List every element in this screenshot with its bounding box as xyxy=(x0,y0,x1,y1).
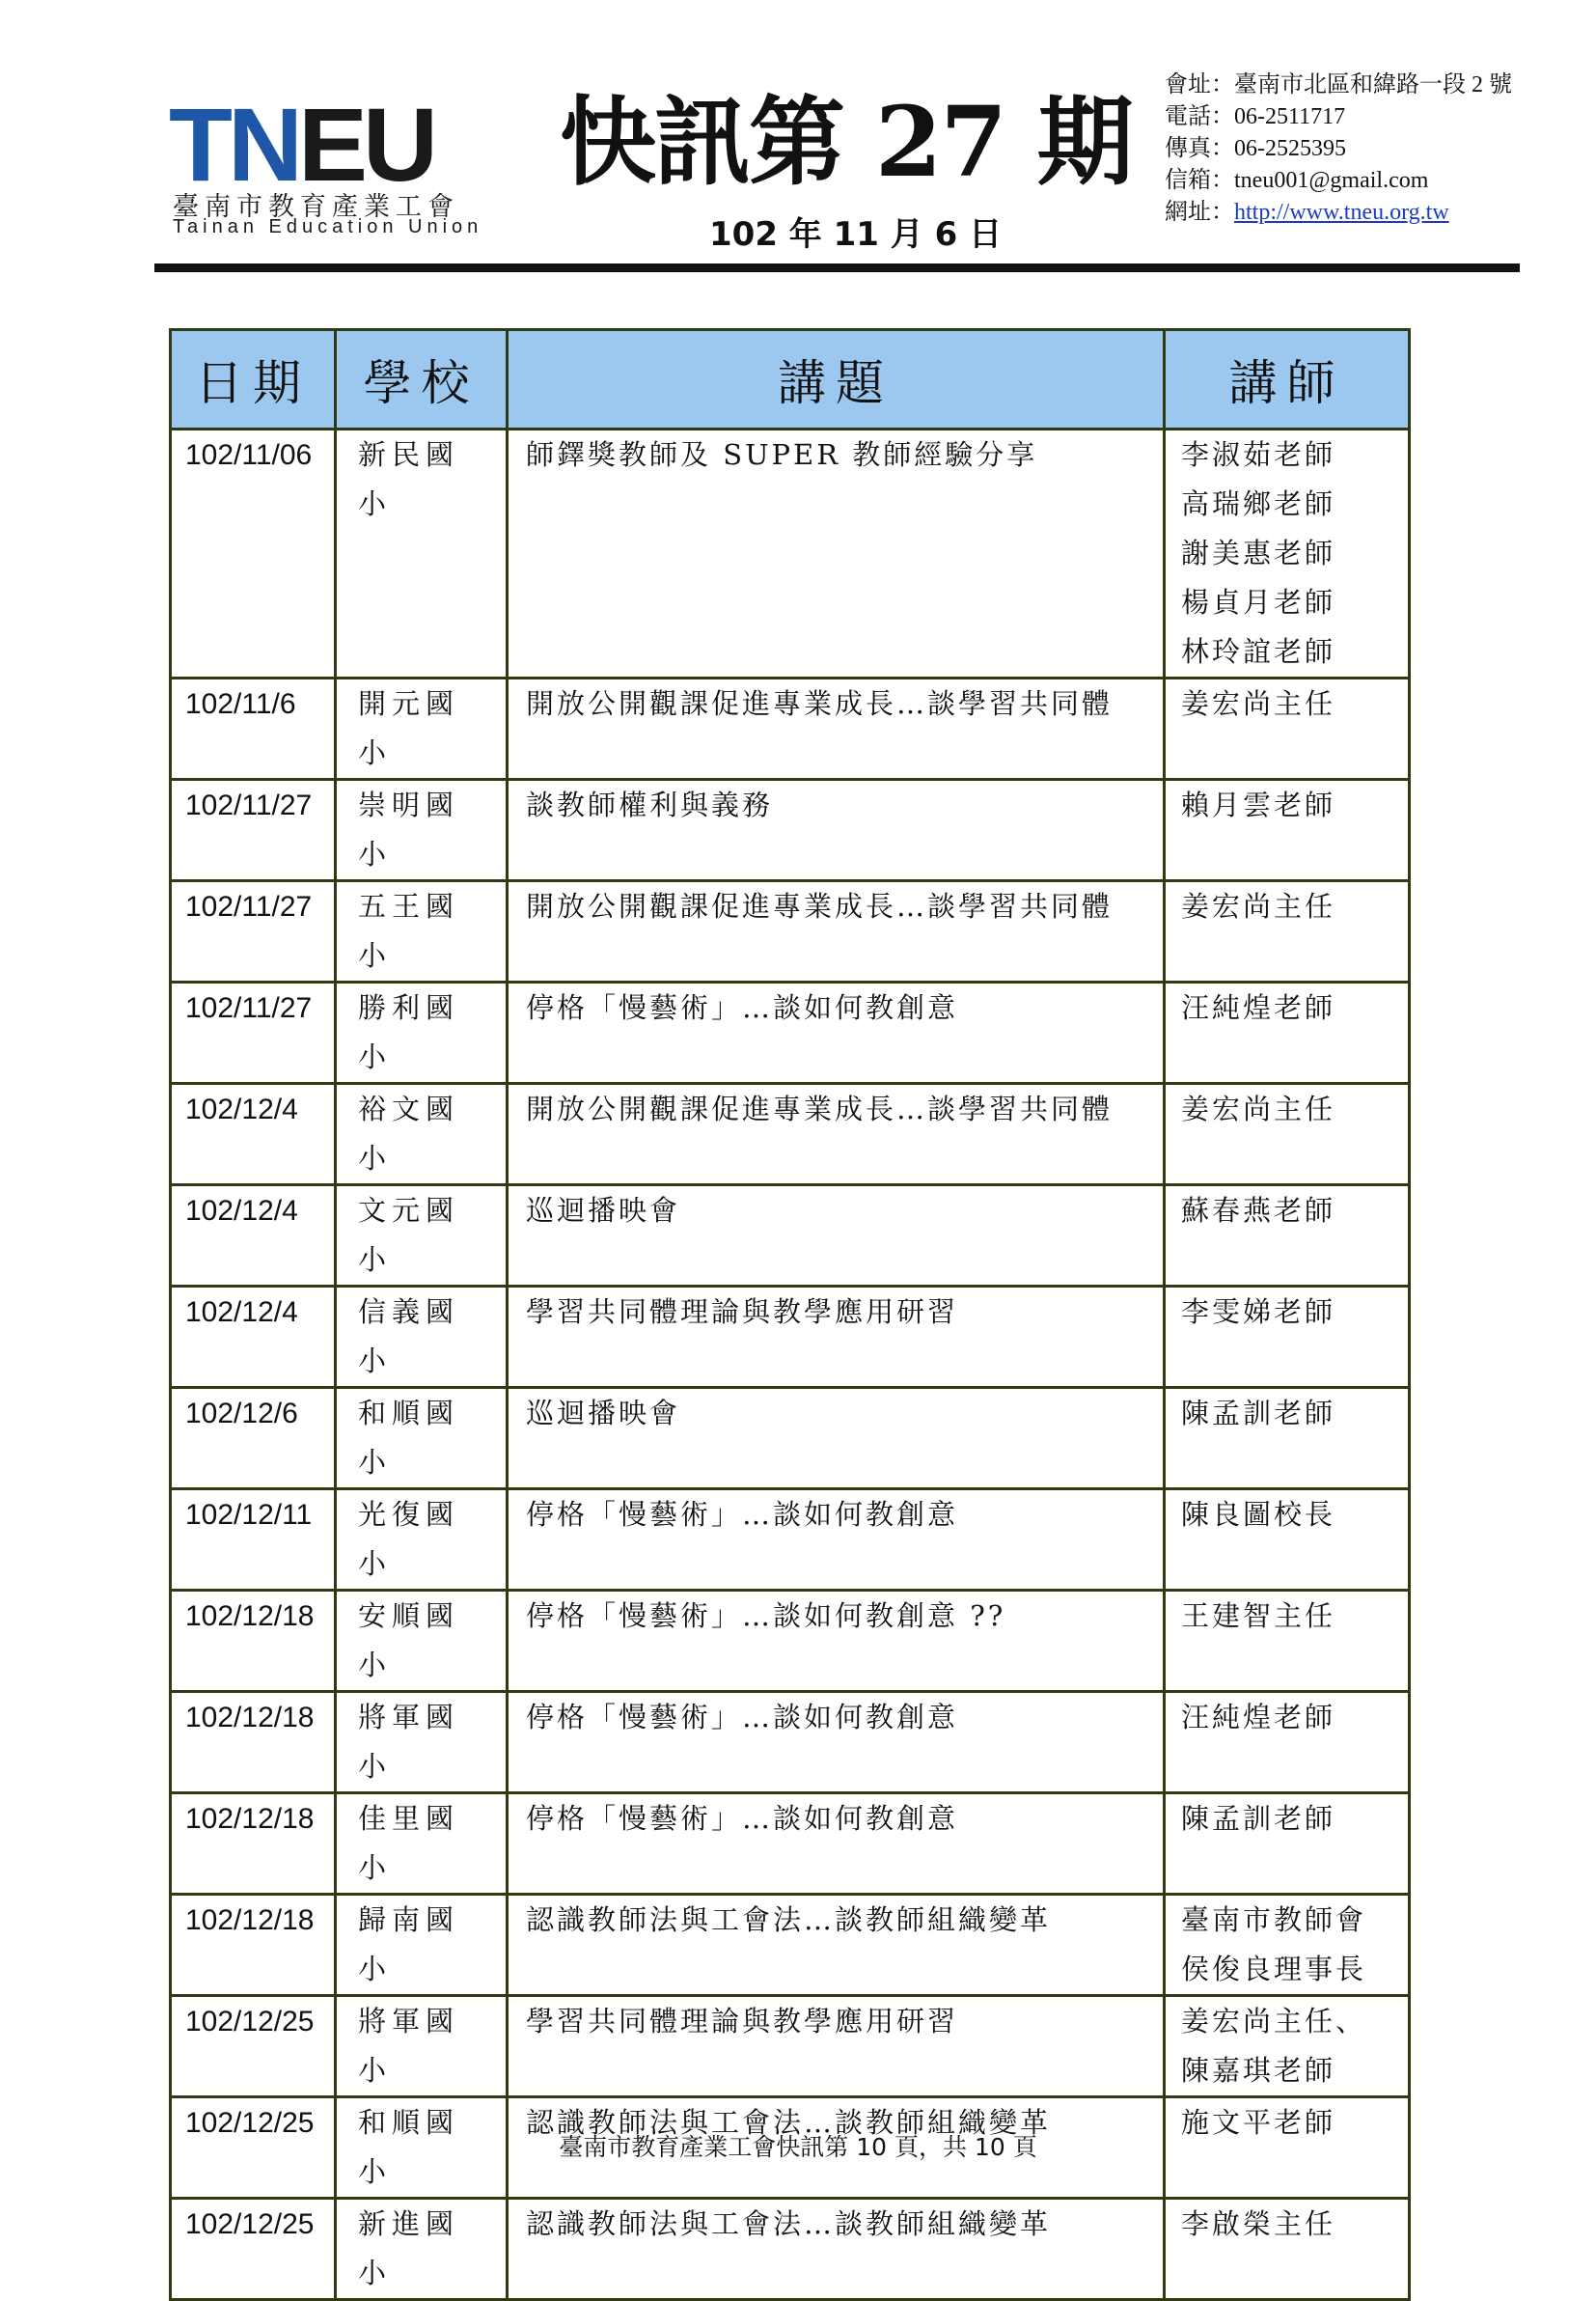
school-cell: 和順國小 xyxy=(336,2097,508,2199)
table-row xyxy=(171,679,1410,780)
union-logo xyxy=(169,86,536,237)
speaker-cell: 李淑茹老師 高瑞鄉老師 謝美惠老師 楊貞月老師 林玲誼老師 xyxy=(1165,430,1410,679)
school-cell: 開元國小 xyxy=(336,679,508,780)
speaker-cell: 汪純煌老師 xyxy=(1165,1692,1410,1793)
topic-cell: 停格「慢藝術」…談如何教創意 ?? xyxy=(508,1591,1165,1692)
contact-info xyxy=(1165,69,1531,229)
table-row xyxy=(171,1185,1410,1287)
school-cell: 新進國小 xyxy=(336,2199,508,2300)
contact-fax: 傳真：06-2525395 xyxy=(1165,136,1346,161)
speaker-cell: 蘇春燕老師 xyxy=(1165,1185,1410,1287)
school-cell: 文元國小 xyxy=(336,1185,508,1287)
topic-cell: 認識教師法與工會法…談教師組織變革 xyxy=(508,1895,1165,1996)
school-cell: 將軍國小 xyxy=(336,1996,508,2097)
table-row xyxy=(171,1692,1410,1793)
date-cell: 102/12/25 xyxy=(171,2199,336,2300)
table-row xyxy=(171,780,1410,881)
school-cell: 將軍國小 xyxy=(336,1692,508,1793)
date-cell: 102/12/18 xyxy=(171,1591,336,1692)
topic-cell: 談教師權利與義務 xyxy=(508,780,1165,881)
topic-cell: 停格「慢藝術」…談如何教創意 xyxy=(508,983,1165,1084)
date-cell: 102/12/6 xyxy=(171,1388,336,1489)
issue-date: 102 年 11 月 6 日 xyxy=(709,215,1003,254)
school-cell: 歸南國小 xyxy=(336,1895,508,1996)
table-row xyxy=(171,1591,1410,1692)
school-cell: 五王國小 xyxy=(336,881,508,983)
speaker-cell: 李雯娣老師 xyxy=(1165,1287,1410,1388)
date-cell: 102/11/27 xyxy=(171,780,336,881)
table-row xyxy=(171,1895,1410,1996)
date-cell: 102/12/18 xyxy=(171,1895,336,1996)
speaker-cell: 李啟榮主任 xyxy=(1165,2199,1410,2300)
speaker-cell: 姜宏尚主任、陳嘉琪老師 xyxy=(1165,1996,1410,2097)
website-link[interactable]: http://www.tneu.org.tw xyxy=(1234,200,1449,225)
school-cell: 安順國小 xyxy=(336,1591,508,1692)
school-cell: 光復國小 xyxy=(336,1489,508,1591)
table-row xyxy=(171,1084,1410,1185)
table-row xyxy=(171,2199,1410,2300)
speaker-cell: 姜宏尚主任 xyxy=(1165,881,1410,983)
page-footer: 臺南市教育產業工會快訊第 10 頁，共 10 頁 xyxy=(559,2133,1037,2161)
table-header-row xyxy=(171,330,1410,430)
date-cell: 102/12/11 xyxy=(171,1489,336,1591)
date-cell: 102/12/25 xyxy=(171,1996,336,2097)
topic-cell: 停格「慢藝術」…談如何教創意 xyxy=(508,1489,1165,1591)
date-cell: 102/11/06 xyxy=(171,430,336,679)
column-header-speaker: 講師 xyxy=(1165,330,1410,430)
speaker-cell: 陳孟訓老師 xyxy=(1165,1793,1410,1895)
contact-website xyxy=(1165,197,1531,229)
topic-cell: 認識教師法與工會法…談教師組織變革 xyxy=(508,2199,1165,2300)
website-label: 網址： xyxy=(1165,200,1234,225)
speaker-cell: 臺南市教師會 侯俊良理事長 xyxy=(1165,1895,1410,1996)
logo-chinese-name: 臺南市教育產業工會 xyxy=(173,192,459,222)
table-row xyxy=(171,1388,1410,1489)
table-row xyxy=(171,1793,1410,1895)
table-row xyxy=(171,1287,1410,1388)
table-body xyxy=(171,430,1410,2300)
school-cell: 新民國小 xyxy=(336,430,508,679)
speaker-cell: 陳良圖校長 xyxy=(1165,1489,1410,1591)
speaker-cell: 陳孟訓老師 xyxy=(1165,1388,1410,1489)
date-cell: 102/12/4 xyxy=(171,1084,336,1185)
speaker-cell: 施文平老師 xyxy=(1165,2097,1410,2199)
topic-cell: 停格「慢藝術」…談如何教創意 xyxy=(508,1692,1165,1793)
speaker-cell: 姜宏尚主任 xyxy=(1165,1084,1410,1185)
school-cell: 崇明國小 xyxy=(336,780,508,881)
date-cell: 102/12/25 xyxy=(171,2097,336,2199)
contact-phone: 電話：06-2511717 xyxy=(1165,104,1346,129)
topic-cell: 師鐸獎教師及 SUPER 教師經驗分享 xyxy=(508,430,1165,679)
speaker-cell: 賴月雲老師 xyxy=(1165,780,1410,881)
school-cell: 佳里國小 xyxy=(336,1793,508,1895)
table-row xyxy=(171,430,1410,679)
school-cell: 裕文國小 xyxy=(336,1084,508,1185)
topic-cell: 開放公開觀課促進專業成長…談學習共同體 xyxy=(508,679,1165,780)
table-row xyxy=(171,881,1410,983)
speaker-cell: 汪純煌老師 xyxy=(1165,983,1410,1084)
date-cell: 102/11/27 xyxy=(171,881,336,983)
date-cell: 102/12/4 xyxy=(171,1287,336,1388)
table-row xyxy=(171,1996,1410,2097)
lecture-schedule-table xyxy=(169,328,1411,2301)
table-row xyxy=(171,983,1410,1084)
topic-cell: 學習共同體理論與教學應用研習 xyxy=(508,1287,1165,1388)
table-row xyxy=(171,1489,1410,1591)
date-cell: 102/12/4 xyxy=(171,1185,336,1287)
topic-cell: 巡迴播映會 xyxy=(508,1185,1165,1287)
date-cell: 102/11/27 xyxy=(171,983,336,1084)
topic-cell: 巡迴播映會 xyxy=(508,1388,1165,1489)
topic-cell: 停格「慢藝術」…談如何教創意 xyxy=(508,1793,1165,1895)
school-cell: 勝利國小 xyxy=(336,983,508,1084)
contact-address: 會址：臺南市北區和緯路一段 2 號 xyxy=(1165,72,1512,97)
school-cell: 和順國小 xyxy=(336,1388,508,1489)
topic-cell: 開放公開觀課促進專業成長…談學習共同體 xyxy=(508,1084,1165,1185)
issue-title: 快訊第 27 期 xyxy=(560,85,1132,199)
topic-cell: 開放公開觀課促進專業成長…談學習共同體 xyxy=(508,881,1165,983)
speaker-cell: 王建智主任 xyxy=(1165,1591,1410,1692)
date-cell: 102/12/18 xyxy=(171,1692,336,1793)
logo-english-name: Tainan Education Union xyxy=(173,216,483,237)
column-header-school: 學校 xyxy=(336,330,508,430)
speaker-cell: 姜宏尚主任 xyxy=(1165,679,1410,780)
topic-cell: 學習共同體理論與教學應用研習 xyxy=(508,1996,1165,2097)
logo-mark: TNEU xyxy=(169,86,433,203)
header-divider xyxy=(154,263,1520,272)
school-cell: 信義國小 xyxy=(336,1287,508,1388)
column-header-topic: 講題 xyxy=(508,330,1165,430)
topic-cell: 認識教師法與工會法…談教師組織變革 xyxy=(508,2097,1165,2199)
date-cell: 102/12/18 xyxy=(171,1793,336,1895)
date-cell: 102/11/6 xyxy=(171,679,336,780)
contact-email: 信箱：tneu001@gmail.com xyxy=(1165,168,1429,193)
column-header-date: 日期 xyxy=(171,330,336,430)
